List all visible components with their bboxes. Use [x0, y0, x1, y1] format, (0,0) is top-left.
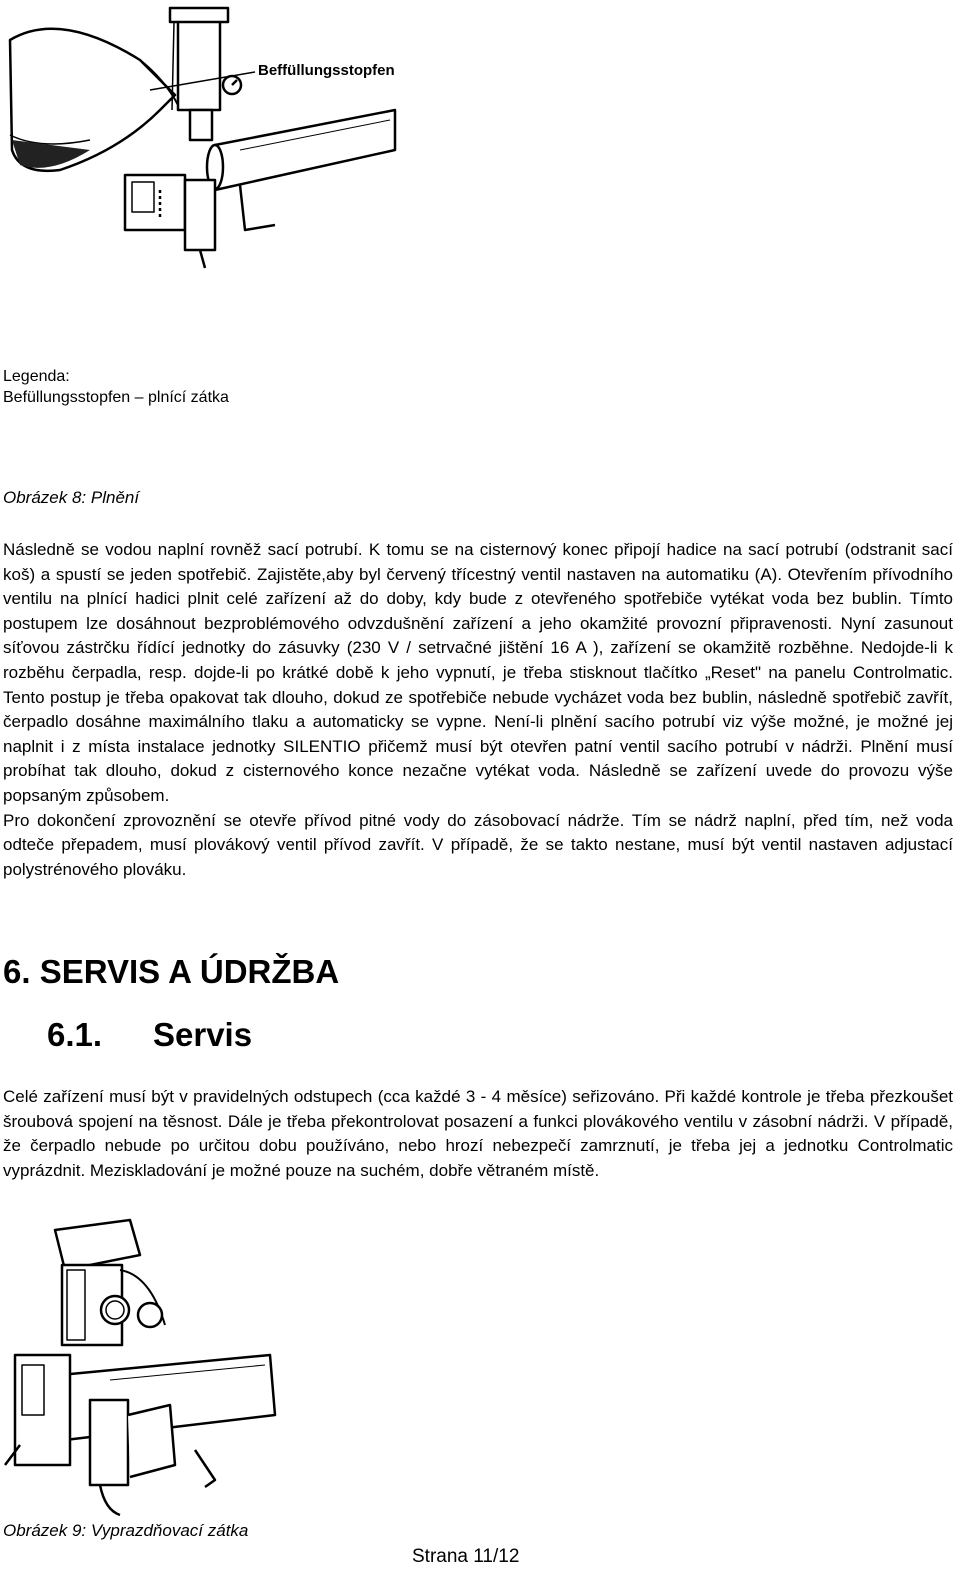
section-heading: 6. SERVIS A ÚDRŽBA: [3, 953, 340, 990]
service-text: [3, 1085, 953, 1183]
figure-8-filling-illustration: [0, 0, 400, 270]
drain-drawing: [0, 1215, 280, 1520]
filling-text: [3, 538, 953, 882]
figure-label: Beffüllungsstopfen: [258, 62, 395, 79]
figure-9-drain-illustration: [0, 1215, 280, 1520]
legend-item: Befüllungsstopfen – plnící zátka: [3, 389, 229, 406]
subsection-heading: [47, 1016, 252, 1054]
filling-drawing: [0, 0, 400, 270]
legend: [3, 366, 229, 408]
filling-paragraph-1: Následně se vodou naplní rovněž sací potrubí. K tomu se na cisternový konec připojí hadice na sací potrubí (odstranit sací koš) a spustí se jeden spotřebič. Zajistěte,aby byl červený třícestný ventil nastaven na automatiku (A). Otevřením přívodního ventilu na plnící hadici plnit celé zařízení až do doby, kdy bude z otevřeného spotřebiče vytékat voda bez bublin. Tímto postupem lze dosáhnout bezproblémového odvzdušnění zařízení a jeho okamžité provozní připravenosti. Nyní zasunout síťovou zástrčku řídící jednotky do zásuvky (230 V / setrvačné jištění 16 A ), zařízení se okamžitě rozběhne. Nedojde-li k rozběhu čerpadla, resp. dojde-li po krátké době k jeho vypnutí, je třeba stisknout tlačítko „Reset" na panelu Controlmatic. Tento postup je třeba opakovat tak dlouho, dokud ze spotřebiče nebude vycházet voda bez bublin, následně spotřebič zavřít, čerpadlo dosáhne maximálního tlaku a automaticky se vypne. Není-li plnění sacího potrubí viz výše možné, je možné jej naplnit i z místa instalace jednotky SILENTIO přičemž musí být otevřen patní ventil sacího potrubí v nádrži. Plnění musí probíhat tak dlouho, dokud z cisternového konce nezačne vytékat voda. Následně se zařízení uvede do provozu výše popsaným způsobem.: [3, 540, 953, 805]
page-number: Strana 11/12: [412, 1546, 520, 1567]
subsection-title: Servis: [153, 1016, 253, 1053]
filling-paragraph-2: Pro dokončení zprovoznění se otevře přívod pitné vody do zásobovací nádrže. Tím se nádrž naplní, před tím, než voda odteče přepadem, musí plovákový ventil přívod zavřít. V případě, že se takto nestane, musí být ventil nastaven adjustací polystrénového plováku.: [3, 810, 953, 879]
subsection-number: 6.1.: [47, 1016, 103, 1053]
figure-9-caption: Obrázek 9: Vyprazdňovací zátka: [3, 1521, 249, 1540]
legend-heading: Legenda:: [3, 368, 70, 385]
service-paragraph: Celé zařízení musí být v pravidelných odstupech (cca každé 3 - 4 měsíce) seřizováno. Při každé kontrole je třeba přezkoušet šroubová spojení na těsnost. Dále je třeba překontrolovat posazení a funkci plovákového ventilu v zásobní nádrži. V případě, že čerpadlo nebude po určitou dobu používáno, nebo hrozí nebezpečí zamrznutí, je třeba jej a jednotku Controlmatic vyprázdnit. Meziskladování je možné pouze na suchém, dobře větraném místě.: [3, 1087, 953, 1180]
figure-8-caption: Obrázek 8: Plnění: [3, 488, 140, 507]
